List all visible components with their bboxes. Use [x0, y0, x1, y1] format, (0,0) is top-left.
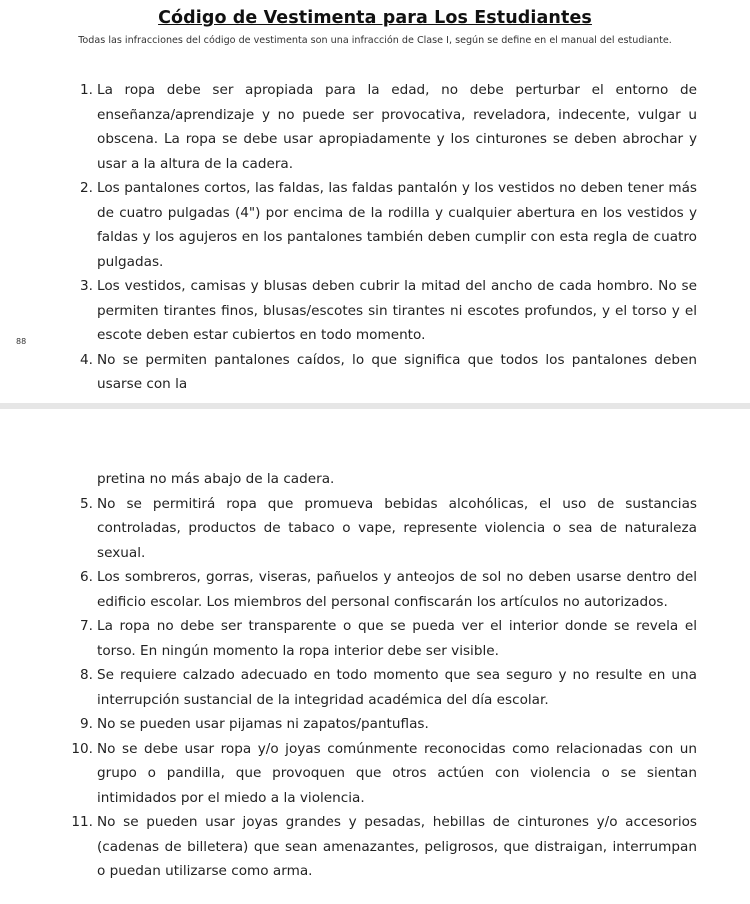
rule-number: 4.	[80, 351, 93, 368]
document-page-1	[0, 0, 750, 403]
rule-text: No se debe usar ropa y/o joyas comúnmente reconocidas como relacionadas con un grupo o pandilla, que provoquen que otros actúen con violencia o se sientan intimidados por el miedo a la violencia.	[97, 740, 697, 806]
rule-item	[80, 492, 697, 566]
rule-item	[80, 614, 697, 663]
rule-text: pretina no más abajo de la cadera.	[97, 471, 335, 487]
rule-number: 1.	[80, 82, 93, 98]
rule-text: No se pueden usar pijamas ni zapatos/pantuflas.	[97, 716, 429, 732]
rule-number: 3.	[80, 278, 93, 294]
rule-text: No se permitirá ropa que promueva bebidas alcohólicas, el uso de sustancias controladas, productos de tabaco o vape, represente violencia o sea de naturaleza sexual.	[97, 495, 697, 561]
rule-number: 2.	[80, 180, 93, 196]
rule-item	[80, 712, 697, 737]
page-title: Código de Vestimenta para Los Estudiantes	[158, 8, 592, 28]
rule-number: 9.	[80, 716, 93, 732]
rule-item	[80, 274, 697, 348]
rule-item	[80, 348, 697, 397]
document-page-2	[0, 409, 750, 904]
page-number: 88	[16, 337, 27, 346]
rule-continuation	[97, 467, 697, 492]
rule-text: Se requiere calzado adecuado en todo momento que sea seguro y no resulte en una interrupción sustancial de la integridad académica del día escolar.	[97, 667, 697, 708]
rule-number: 11.	[71, 814, 93, 830]
rule-text: Los sombreros, gorras, viseras, pañuelos y anteojos de sol no deben usarse dentro del edificio escolar. Los miembros del personal confiscarán los artículos no autorizados.	[97, 569, 697, 610]
rule-item	[80, 176, 697, 274]
rule-number: 8.	[80, 667, 93, 683]
rule-text: No se pueden usar joyas grandes y pesadas, hebillas de cinturones y/o accesorios (cadenas de billetera) que sean amenazantes, peligrosos, que distraigan, interrumpan o puedan utilizarse como arma.	[97, 814, 697, 879]
rule-number: 10.	[71, 740, 93, 757]
rule-number: 7.	[80, 618, 93, 634]
rules-list-page-1	[0, 78, 750, 397]
rules-list-page-2	[0, 467, 750, 884]
rule-text: La ropa no debe ser transparente o que se pueda ver el interior donde se revela el torso. En ningún momento la ropa interior debe ser visible.	[97, 618, 697, 659]
rule-text: Los pantalones cortos, las faldas, las faldas pantalón y los vestidos no deben tener más de cuatro pulgadas (4") por encima de la rodilla y cualquier abertura en los vestidos y faldas y los agujeros en los pantalones también deben cumplir con esta regla de cuatro pulgadas.	[97, 180, 697, 270]
rule-text: La ropa debe ser apropiada para la edad, no debe perturbar el entorno de enseñanza/aprendizaje y no puede ser provocativa, reveladora, indecente, vulgar u obscena. La ropa se debe usar apropiadamente y los cinturones se deben abrochar y usar a la altura de la cadera.	[97, 82, 697, 172]
rule-item	[71, 810, 697, 884]
subtitle-note: Todas las infracciones del código de vestimenta son una infracción de Clase I, según se define en el manual del estudiante.	[78, 35, 672, 46]
rule-item	[80, 565, 697, 614]
rule-item	[71, 737, 697, 811]
rule-item	[80, 78, 697, 176]
rule-number: 5.	[80, 495, 93, 512]
rule-item	[80, 663, 697, 712]
rule-number: 6.	[80, 569, 93, 585]
rule-text: No se permiten pantalones caídos, lo que significa que todos los pantalones deben usarse con la	[97, 351, 697, 392]
rule-text: Los vestidos, camisas y blusas deben cubrir la mitad del ancho de cada hombro. No se permiten tirantes finos, blusas/escotes sin tirantes ni escotes profundos, y el torso y el escote deben estar cubiertos en todo momento.	[97, 278, 697, 343]
